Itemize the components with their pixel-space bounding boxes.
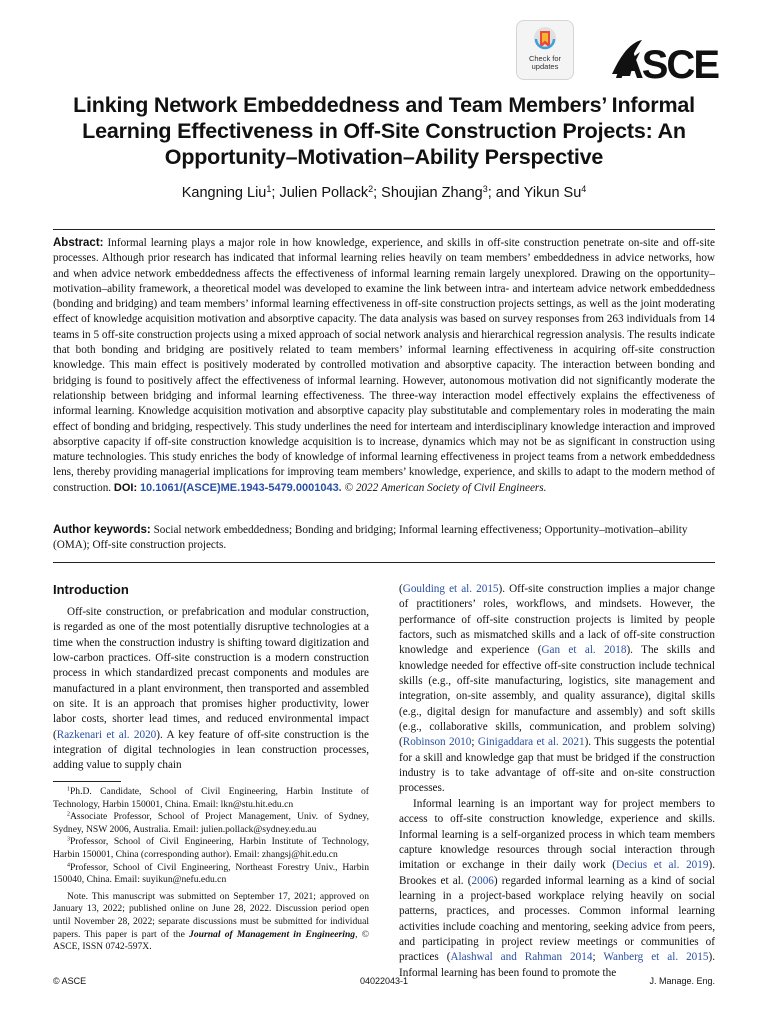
footnote-2 bbox=[53, 811, 369, 836]
paragraph-text: ; bbox=[471, 736, 478, 749]
paragraph-text: ). Off-site construction implies a major change of practitioners’ roles, workflows, and mindsets. However, the performance of off-site construction projects is limited by people factors, such as mismatched skills and a lack of off-site construction knowledge and experience ( bbox=[399, 583, 715, 657]
doi-link[interactable]: 10.1061/(ASCE)ME.1943-5479.0001043. bbox=[139, 481, 342, 494]
note-tail: , © ASCE, ISSN 0742-597X. bbox=[53, 928, 369, 953]
doi-label: DOI: bbox=[113, 481, 138, 494]
badge-line-1: Check for bbox=[528, 54, 562, 63]
citation-link[interactable]: Alashwal and Rahman 2014 bbox=[450, 951, 593, 964]
citation-link[interactable]: Decius et al. 2019 bbox=[616, 859, 709, 872]
footnote-mark: 4 bbox=[67, 862, 70, 869]
paragraph-text: ). Brookes et al. ( bbox=[399, 859, 715, 887]
citation-link[interactable]: Robinson 2010 bbox=[402, 736, 472, 749]
citation-link[interactable]: Gan et al. 2018 bbox=[541, 644, 627, 657]
author-affiliation-mark: 2 bbox=[368, 184, 374, 195]
citation-link[interactable]: Ginigaddara et al. 2021 bbox=[477, 736, 585, 749]
paragraph-text: ). Informal learning has been found to promote the bbox=[399, 951, 715, 979]
badge-line-2: updates bbox=[531, 62, 559, 71]
author-separator: ; and bbox=[487, 185, 524, 201]
copyright-notice: © 2022 American Society of Civil Engineers. bbox=[344, 481, 547, 494]
asce-logo-text: ASCE bbox=[614, 43, 718, 86]
footnote-3 bbox=[53, 836, 369, 861]
footnote-text: Professor, School of Civil Engineering, Northeast Forestry Univ., Harbin 150040, China. Email: suyikun@nefu.edu.cn bbox=[53, 861, 369, 886]
author-affiliation-mark: 3 bbox=[482, 184, 488, 195]
footnote-text: Associate Professor, School of Project Management, Univ. of Sydney, Sydney, NSW 2006, Australia. Email: julien.pollack@sydney.edu.au bbox=[53, 811, 369, 835]
journal-name: Journal of Management in Engineering bbox=[189, 928, 356, 940]
paragraph-text: ). The skills and knowledge needed for effective off-site construction include technical skills (e.g., off-site manufacturing, logistics, site management and integration, on-site assembly, and quality assurance), digital skills (e.g., digital design for manufacture and assembly) and soft skills (e.g., collaborative skills, communication, and problem solving) ( bbox=[399, 644, 715, 749]
author-name: Kangning Liu bbox=[181, 185, 267, 201]
footnote-4 bbox=[53, 862, 369, 887]
author-list bbox=[40, 185, 728, 201]
paragraph-text: ( bbox=[399, 583, 403, 595]
keywords-block bbox=[53, 523, 715, 554]
citation-link[interactable]: Goulding et al. 2015 bbox=[402, 583, 499, 595]
author-name: Julien Pollack bbox=[279, 185, 369, 201]
paragraph-text: ). A key feature of off-site construction is the integration of digital technologies in lean construction processes, adding value to supply chain bbox=[53, 728, 369, 772]
author-name: Shoujian Zhang bbox=[381, 185, 483, 201]
footer-journal: J. Manage. Eng. bbox=[649, 976, 715, 986]
keywords-bottom-rule bbox=[53, 562, 715, 563]
bookmark-icon bbox=[531, 25, 559, 55]
article-title: Linking Network Embeddedness and Team Members’ Informal Learning Effectiveness in Off-Site Construction Projects: An Opportunity–Motivation–Ability Perspective bbox=[73, 93, 695, 169]
citation-link[interactable]: Wanberg et al. 2015 bbox=[603, 951, 709, 964]
footnote-text: Professor, School of Civil Engineering, Harbin Institute of Technology, Harbin 150001, China (corresponding author). Email: zhangsj@hit.edu.cn bbox=[53, 836, 369, 860]
keywords-text: Social network embeddedness; Bonding and bridging; Informal learning effectiveness; Opportunity–motivation–ability (OMA); Off-site construction projects. bbox=[53, 524, 688, 552]
abstract-text: Informal learning plays a major role in how knowledge, experience, and skills in off-site construction penetrate on-site and off-site processes. Although prior research has indicated that informal learning relies heavily on team members’ embeddedness in advice networks, how and when advice network embeddedness affects the effectiveness of informal learning remain largely unexplored. Drawing on the opportunity–motivation–ability framework, a theoretical model was developed to examine the link between intra- and interteam advice network embeddedness (bonding and bridging) and team members’ informal learning effectiveness in off-site construction projects settings, as well as the joint moderating effect of knowledge acquisition motivation and absorptive capacity. The data analysis was based on survey responses from 263 individuals from 14 teams in 5 off-site construction projects using a mixed approach of social network analysis and hierarchical regression analysis. The results indicate that both bonding and bridging are positively related to team members’ informal learning effectiveness in acquiring off-site construction knowledge. This main effect is positively moderated by controlled motivation and absorptive capacity. The interaction between bonding and bridging is found to positively affect the effectiveness of informal learning. However, autonomous motivation did not significantly moderate the relationship between bridging and informal learning effectiveness. The three-way interaction model effectively explains the effectiveness of informal learning. Knowledge acquisition motivation and absorptive capacity play substitutable and complementary roles in moderating the main effect of bonding and bridging, respectively. This study underlines the need for interteam and interdisciplinary knowledge interaction and improved absorptive capacity if off-site construction knowledge acquisition is to increase, dynamics which may not be as significant in construction using mature technologies. This study enriches the body of knowledge of informal learning effectiveness in project teams from a network embeddedness lens, thereby providing managerial implications for improving team members’ knowledge, experience, and skills to adapt to the modern method of construction. bbox=[53, 237, 716, 494]
author-separator: ; bbox=[271, 185, 280, 201]
footnote-mark: 3 bbox=[67, 837, 70, 844]
author-affiliation-mark: 1 bbox=[266, 184, 272, 195]
footer-article-number: 04022043-1 bbox=[359, 976, 409, 986]
abstract-block bbox=[53, 236, 715, 496]
right-column bbox=[399, 582, 715, 981]
intro-paragraph-3 bbox=[399, 797, 715, 981]
footnote-mark: 2 bbox=[67, 811, 70, 818]
paragraph-text: ). This suggests the potential for a skill and knowledge gap that must be bridged if the construction industry is to take advantage of off-site and on-site construction processes. bbox=[399, 736, 715, 795]
footnotes bbox=[53, 786, 369, 954]
paragraph-text: ; bbox=[592, 951, 604, 964]
paragraph-text: Informal learning is an important way for project members to access to off-site construction knowledge, experience and skills. Informal learning is a self-organized process in which team members capture knowledge resources through social interaction through imitation or exchange in their daily work ( bbox=[399, 797, 715, 872]
footnote-1 bbox=[53, 786, 369, 811]
author-separator: ; bbox=[373, 185, 382, 201]
author-name: Yikun Su bbox=[523, 185, 582, 201]
section-heading-introduction: Introduction bbox=[53, 582, 129, 597]
asce-logo bbox=[610, 38, 720, 86]
citation-link[interactable]: 2006 bbox=[471, 874, 494, 887]
abstract-top-rule bbox=[53, 229, 715, 230]
intro-paragraph-1 bbox=[53, 605, 369, 774]
paragraph-text: ) regarded informal learning as a kind of social learning in a project-based workplace relying heavily on social patterns, practices, and processes. Common informal learning activities include coaching and mentoring, seeking advice from peers, and participating in project review meetings or communities of practices ( bbox=[399, 874, 715, 964]
intro-paragraph-2 bbox=[399, 582, 715, 797]
footer-copyright: © ASCE bbox=[53, 976, 87, 986]
check-for-updates-badge[interactable] bbox=[516, 20, 574, 80]
footnote-rule bbox=[53, 781, 121, 782]
author-affiliation-mark: 4 bbox=[581, 184, 587, 195]
manuscript-note bbox=[53, 891, 369, 954]
note-text: Note. This manuscript was submitted on September 17, 2021; approved on January 13, 2022; published online on June 28, 2022. Discussion period open until November 28, 2022; separate discussions must be submitted for individual papers. This paper is part of the bbox=[53, 890, 369, 940]
keywords-label: Author keywords: bbox=[53, 524, 151, 536]
footnote-text: Ph.D. Candidate, School of Civil Engineering, Harbin Institute of Technology, Harbin 150001, China. Email: lkn@stu.hit.edu.cn bbox=[53, 786, 369, 810]
footnote-mark: 1 bbox=[67, 786, 70, 793]
citation-link[interactable]: Razkenari et al. 2020 bbox=[56, 728, 157, 741]
paragraph-text: Off-site construction, or prefabrication and modular construction, is regarded as one of the most potentially disruptive technologies at a time when the construction industry is shifting toward digitization and low-carbon practices. Off-site construction is a modern construction process in which standardized precast components and modules are manufactured in a plant environment, then transported and assembled on site. It is an approach that promises higher productivity, lower labor costs, shorter lead times, and reduced environmental impact ( bbox=[53, 606, 369, 741]
abstract-label: Abstract: bbox=[53, 237, 104, 249]
